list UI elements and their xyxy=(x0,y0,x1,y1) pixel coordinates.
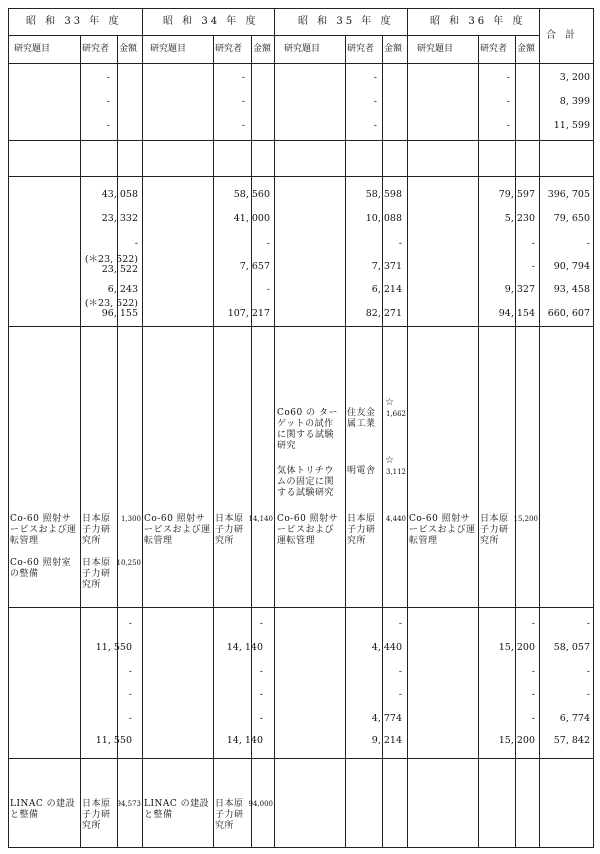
cell-value: - xyxy=(506,72,510,83)
subheader-topic: 研究題目 xyxy=(284,44,321,54)
subheader-researcher: 研究者 xyxy=(215,44,243,54)
funding-amount: 1,300 xyxy=(120,515,141,523)
total-value: 6, 774 xyxy=(559,713,590,724)
cell-value: - xyxy=(373,96,377,107)
research-topic: Co-60 照射サービスおよび運転管理 xyxy=(144,514,211,546)
researcher-name: 明電舎 xyxy=(347,466,376,476)
cell-value: 7, 371 xyxy=(371,261,402,272)
cell-value: - xyxy=(259,713,263,724)
total-value: 93, 458 xyxy=(553,284,590,295)
subheader-amount: 金額 xyxy=(253,44,272,54)
funding-amount: 3,112 xyxy=(385,468,406,476)
subheader-amount: 金額 xyxy=(517,44,536,54)
cell-value: - xyxy=(531,238,535,249)
total-value: 3, 200 xyxy=(559,72,590,83)
cell-value: - xyxy=(128,618,132,629)
cell-value: 7, 657 xyxy=(239,261,270,272)
cell-value: - xyxy=(398,689,402,700)
cell-value: 6, 243 xyxy=(107,284,138,295)
cell-value: - xyxy=(259,666,263,677)
researcher-name: 日本原子力研究所 xyxy=(347,514,376,546)
cell-value: - xyxy=(531,618,535,629)
cell-value: 4, 440 xyxy=(371,642,402,653)
researcher-name: 日本原子力研究所 xyxy=(215,514,244,546)
cell-value: 23, 522 xyxy=(101,264,138,275)
subheader-amount: 金額 xyxy=(119,44,138,54)
subheader-researcher: 研究者 xyxy=(480,44,508,54)
cell-value: 58, 598 xyxy=(365,189,402,200)
cell-value: - xyxy=(241,72,245,83)
cell-value: - xyxy=(266,238,270,249)
funding-amount: 4,440 xyxy=(385,515,406,523)
year-header-35: 昭 和 35 年 度 xyxy=(298,16,394,27)
cell-value: - xyxy=(398,238,402,249)
cell-value: - xyxy=(128,666,132,677)
star-icon: ☆ xyxy=(385,455,394,466)
cell-value: - xyxy=(134,238,138,249)
cell-value: - xyxy=(531,666,535,677)
research-topic: Co-60 照射サービスおよび運転管理 xyxy=(409,514,476,546)
cell-value: 94, 154 xyxy=(498,308,535,319)
funding-amount: 94,000 xyxy=(248,800,273,808)
star-icon: ☆ xyxy=(385,397,394,408)
subheader-topic: 研究題目 xyxy=(14,44,51,54)
cell-value: 10, 088 xyxy=(365,213,402,224)
research-topic: Co60 の ターゲットの試作に関する試験研究 xyxy=(277,408,338,451)
cell-value: 14, 140 xyxy=(226,642,263,653)
total-value: - xyxy=(586,618,590,629)
cell-value: 9, 214 xyxy=(371,735,402,746)
researcher-name: 日本原子力研究所 xyxy=(82,558,111,590)
cell-value: 9, 327 xyxy=(504,284,535,295)
total-value: 58, 057 xyxy=(553,642,590,653)
cell-value: - xyxy=(373,72,377,83)
funding-amount: 94,573 xyxy=(116,800,141,808)
cell-value: 41, 000 xyxy=(233,213,270,224)
cell-value: - xyxy=(266,284,270,295)
cell-value: - xyxy=(259,689,263,700)
cell-value: 14, 140 xyxy=(226,735,263,746)
funding-amount: 1,662 xyxy=(385,410,406,418)
cell-note: (＊23, 522) xyxy=(84,254,138,265)
cell-value: 11, 550 xyxy=(95,735,132,746)
funding-amount: 10,250 xyxy=(116,559,141,567)
cell-value: - xyxy=(398,618,402,629)
research-topic: Co-60 照射室の整備 xyxy=(10,558,72,579)
research-topic: LINAC の建設と整備 xyxy=(144,799,210,820)
cell-value: 82, 271 xyxy=(365,308,402,319)
research-topic: 気体トリチウムの固定に関する試験研究 xyxy=(277,466,335,498)
year-header-33: 昭 和 33 年 度 xyxy=(26,16,122,27)
researcher-name: 日本原子力研究所 xyxy=(215,799,244,831)
subheader-topic: 研究題目 xyxy=(417,44,454,54)
cell-value: - xyxy=(241,120,245,131)
subheader-amount: 金額 xyxy=(384,44,403,54)
cell-value: - xyxy=(506,96,510,107)
total-value: 660, 607 xyxy=(547,308,590,319)
cell-value: 15, 200 xyxy=(498,642,535,653)
cell-value: - xyxy=(531,689,535,700)
cell-value: - xyxy=(106,96,110,107)
total-value: 11, 599 xyxy=(553,120,590,131)
cell-value: 6, 214 xyxy=(371,284,402,295)
cell-value: 23, 332 xyxy=(101,213,138,224)
research-topic: Co-60 照射サービスおよび運転管理 xyxy=(10,514,77,546)
year-header-34: 昭 和 34 年 度 xyxy=(163,16,259,27)
cell-value: - xyxy=(241,96,245,107)
cell-value: - xyxy=(106,120,110,131)
total-value: - xyxy=(586,689,590,700)
cell-value: 43, 058 xyxy=(101,189,138,200)
cell-value: - xyxy=(531,713,535,724)
cell-value: - xyxy=(398,666,402,677)
cell-value: - xyxy=(106,72,110,83)
researcher-name: 日本原子力研究所 xyxy=(480,514,509,546)
funding-amount: 14,140 xyxy=(248,515,273,523)
total-header: 合 計 xyxy=(546,30,579,41)
cell-value: - xyxy=(373,120,377,131)
total-value: 8, 399 xyxy=(559,96,590,107)
cell-value: 15, 200 xyxy=(498,735,535,746)
researcher-name: 住友金属工業 xyxy=(347,408,376,429)
total-value: 79, 650 xyxy=(553,213,590,224)
research-topic: LINAC の建設と整備 xyxy=(10,799,76,820)
cell-value: 11, 550 xyxy=(95,642,132,653)
researcher-name: 日本原子力研究所 xyxy=(82,514,111,546)
total-value: - xyxy=(586,238,590,249)
subheader-researcher: 研究者 xyxy=(82,44,110,54)
cell-value: - xyxy=(259,618,263,629)
subheader-researcher: 研究者 xyxy=(347,44,375,54)
researcher-name: 日本原子力研究所 xyxy=(82,799,111,831)
cell-value: 5, 230 xyxy=(504,213,535,224)
cell-value: 4, 774 xyxy=(371,713,402,724)
cell-value: - xyxy=(531,261,535,272)
cell-value: 58, 560 xyxy=(233,189,270,200)
research-topic: Co-60 照射サービスおよび運転管理 xyxy=(277,514,339,546)
total-value: 57, 842 xyxy=(553,735,590,746)
subheader-topic: 研究題目 xyxy=(150,44,187,54)
total-value: 90, 794 xyxy=(553,261,590,272)
cell-note: (＊23, 522) xyxy=(84,298,138,309)
cell-value: 107, 217 xyxy=(227,308,270,319)
funding-amount: 15,200 xyxy=(513,515,538,523)
cell-value: - xyxy=(128,689,132,700)
total-value: - xyxy=(586,666,590,677)
cell-value: 79, 597 xyxy=(498,189,535,200)
cell-value: 96, 155 xyxy=(101,308,138,319)
total-value: 396, 705 xyxy=(547,189,590,200)
cell-value: - xyxy=(506,120,510,131)
cell-value: - xyxy=(128,713,132,724)
year-header-36: 昭 和 36 年 度 xyxy=(430,16,526,27)
